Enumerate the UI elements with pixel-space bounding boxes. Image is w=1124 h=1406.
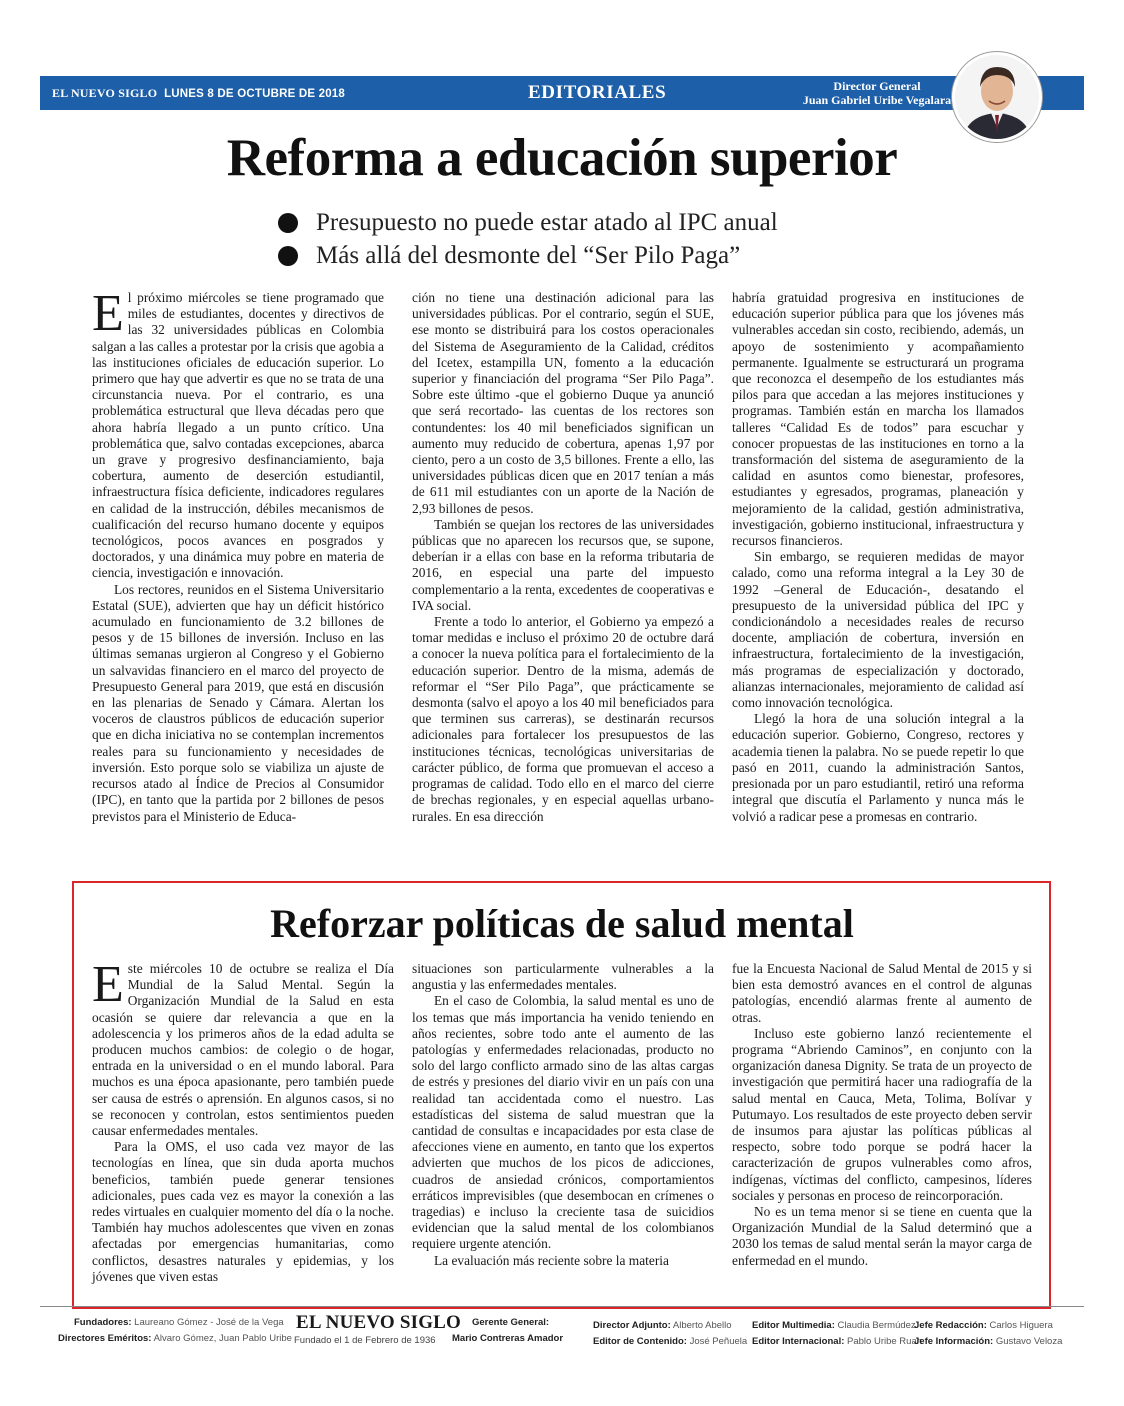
section-title: EDITORIALES [528, 82, 667, 103]
bullet-dot-icon [278, 213, 298, 233]
article1-paragraph: Los rectores, reunidos en el Sistema Universitario Estatal (SUE), advierten que hay un déficit histórico acumulado en funcionamiento de 3.2 billones de pesos y de 15 billones de inversión. Incluso en las últimas semanas urgieron al Congreso y el Gobierno un salvavidas financiero en el marco del proyecto de Presupuesto General para 2019, que está en discusión en las plenarias de Senado y Cámara. Alertan los voceros de claustros públicos de educación superior que en dicha iniciativa no se contemplan incrementos reales para su funcionamiento y necesidades de inversión. Esto porque solo se viabiliza un ajuste de recursos atado al Índice de Precios al Consumidor (IPC), en tanto que la partida por 2 billones de pesos previstos para el Ministerio de Educa- [92, 581, 384, 824]
article2-column-3 [732, 961, 1032, 1269]
article1-column-2 [412, 290, 714, 825]
article1-column-3 [732, 290, 1024, 825]
footer-founders: Fundadores: Laureano Gómez - José de la Vega [74, 1317, 284, 1328]
article2-paragraph: No es un tema menor si se tiene en cuenta que la Organización Mundial de la Salud determinó que a 2030 los temas de salud mental serán la mayor carga de enfermedad en el mundo. [732, 1204, 1032, 1268]
article1-subhead-1: Presupuesto no puede estar atado al IPC anual [278, 206, 778, 239]
article2-paragraph: situaciones son particularmente vulnerables a la angustia y las enfermedades mentales. [412, 961, 714, 993]
header-band [40, 76, 1110, 110]
header-dateline [52, 86, 345, 101]
article2-paragraph: fue la Encuesta Nacional de Salud Mental de 2015 y si bien esta demostró avances en el control de algunas patologías, encendió alarmas frente al aumento de otras. [732, 961, 1032, 1025]
article2-paragraph: Para la OMS, el uso cada vez mayor de las tecnologías en línea, que sin duda aporta muchos beneficios, también puede generar tensiones adicionales, pues cada vez es mayor la conexión a las redes virtuales en cualquier momento del día o la noche. También hay muchos adolescentes que viven en zonas afectadas por emergencias humanitarias, como conflictos, desastres naturales y epidemias, y los jóvenes que viven estas [92, 1139, 394, 1284]
footer-emeritus: Directores Eméritos: Alvaro Gómez, Juan Pablo Uribe [58, 1333, 292, 1344]
header-paper-name: EL NUEVO SIGLO [52, 86, 158, 100]
article1-paragraph: Llegó la hora de una solución integral a la educación superior. Gobierno, Congreso, rectores y academia tienen la palabra. No se puede repetir lo que pasó en 2011, cuando la administración Santos, presionada por un paro estudiantil, retiró una reforma integral que discutía el Parlamento y nunca más le volvió a radicar pese a promesas en contrario. [732, 711, 1024, 824]
footer-manager-label: Gerente General: [472, 1317, 550, 1328]
article1-column-1 [92, 285, 384, 825]
article2-column-2 [412, 961, 714, 1269]
article1-subheads [278, 206, 778, 272]
article1-paragraph: El próximo miércoles se tiene programado que miles de estudiantes, docentes y directivos de las 32 universidades públicas en Colombia salgan a las calles a protestar por la crisis que agobia a las instituciones oficiales de educación superior. Lo primero que hay que advertir es que no se trata de una circunstancia nueva. Por el contrario, es una problemática estructural que lleva décadas pero que ahora habría llegado a un punto crítico. Una problemática que, salvo contadas excepciones, abarca un grave y progresivo desfinanciamiento, baja cobertura, aumento de deserción estudiantil, infraestructura física deficiente, indicadores regulares en calidad de la instrucción, débiles mecanismos de cualificación del recurso humano docente y equipos tecnológicos, pocos avances en posgrados y doctorados, y una dinámica muy pobre en materia de ciencia, investigación e innovación. [92, 285, 384, 581]
article2-title: Reforzar políticas de salud mental [270, 901, 854, 946]
footer-founded: Fundado el 1 de Febrero de 1936 [294, 1335, 436, 1346]
footer-manager-name: Mario Contreras Amador [452, 1333, 564, 1344]
article1-paragraph: Frente a todo lo anterior, el Gobierno ya empezó a tomar medidas e incluso el próximo 20 de octubre dará a conocer la nueva política para el fortalecimiento de la educación superior. Dentro de la misma, además de reformar el “Ser Pilo Paga”, que prácticamente se desmonta (salvo el apoyo a los 40 mil beneficiados para que terminen sus carreras), se destinarán recursos adicionales para fortalecer los presupuestos de las instituciones técnicas, tecnológicas universitarias de carácter público, de forma que promuevan el acceso a programas de calidad. Todo ello en el marco del cierre de brechas regionales, y en especial aquellas urbano-rurales. En esa dirección [412, 614, 714, 824]
article2-paragraph: En el caso de Colombia, la salud mental es uno de los temas que más importancia ha venido teniendo en años recientes, sobre todo ante el aumento de las patologías y enfermedades relacionadas, producto no solo del largo conflicto armado sino de las altas cargas de estrés y presiones del diario vivir en un país con una realidad tan accidentada como el nuestro. Las estadísticas del sistema de salud muestran que la cantidad de consultas e incapacidades por esta clase de afecciones viene en aumento, en tanto que los expertos advierten que muchos de los picos de adicciones, cuadros de ansiedad crónicos, comportamientos erráticos imprevisibles (que desembocan en crímenes o tragedias) e incluso la creciente tasa de suicidios evidencian que la salud mental de los colombianos requiere urgente atención. [412, 993, 714, 1252]
article1-paragraph: ción no tiene una destinación adicional para las universidades públicas. Por el contrario, según el SUE, ese monto se distribuirá para los costos operacionales del Sistema de Aseguramiento de la Calidad, créditos del Icetex, estampilla UN, fomento a la educación superior y financiación del programa “Ser Pilo Paga”. Sobre este último -que el gobierno Duque ya anunció que será recortado- las cuentas de los rectores son contundentes: los 40 mil beneficiados significan un aumento muy reducido de cobertura, apenas 1,97 por ciento, pero a un costo de 3,5 billones. Frente a ello, las universidades públicas dicen que en 2017 tenían a más de 611 mil estudiantes con un aporte de la Nación de 2,93 billones de pesos. [412, 290, 714, 516]
footer-newsroom: Jefe Redacción: Carlos Higuera [914, 1320, 1053, 1331]
article2-paragraph: Este miércoles 10 de octubre se realiza el Día Mundial de la Salud Mental. Según la Organización Mundial de la Salud en esta ocasión se quiere dar relevancia a que en la adolescencia y los primeros años de la edad adulta se producen muchos cambios: de colegio o de hogar, entrada en la universidad o en el mundo laboral. Para muchos es una época apasionante, pero también puede ser causa de estrés o aprensión. En algunos casos, si no se reconocen y controlan, estos sentimientos pueden causar enfermedades mentales. [92, 956, 394, 1139]
article1-paragraph: Sin embargo, se requieren medidas de mayor calado, como una reforma integral a la Ley 30 de 1992 –General de Educación-, desatando el presupuesto de la universidad pública del IPC y condicionándolo a necesidades reales de recurso docente, ampliación de cobertura, inversión en infraestructura, fortalecimiento de la investigación, más programas de especialización y doctorado, alianzas internacionales, mejoramiento de calidad así como innovación tecnológica. [732, 549, 1024, 711]
footer-adjunct: Director Adjunto: Alberto Abello [593, 1320, 732, 1331]
article2-dropcap: E [92, 956, 124, 1013]
director-title: Director General [833, 79, 921, 93]
footer-information: Jefe Información: Gustavo Veloza [914, 1336, 1063, 1347]
footer-divider [40, 1306, 1084, 1307]
article1-subhead-2: Más allá del desmonte del “Ser Pilo Paga” [278, 239, 778, 272]
footer-international: Editor Internacional: Pablo Uribe Ruan [752, 1336, 923, 1347]
bullet-dot-icon [278, 246, 298, 266]
article2-paragraph: La evaluación más reciente sobre la materia [434, 1252, 669, 1268]
director-name: Juan Gabriel Uribe Vegalara [802, 93, 952, 107]
header-date: LUNES 8 DE OCTUBRE DE 2018 [164, 88, 346, 100]
article1-paragraph: También se quejan los rectores de las universidades públicas que no aparecen los recursos que, se supone, deberían ir a ellas con base en la reforma tributaria de 2016, en especial una parte del impuesto complementario a la renta, excedentes de cooperativas e IVA social. [412, 516, 714, 613]
director-portrait-image [955, 55, 1039, 139]
article2-column-1 [92, 956, 394, 1285]
article1-title: Reforma a educación superior [226, 129, 898, 187]
article1-paragraph: habría gratuidad progresiva en instituciones de educación superior pública para que los jóvenes más vulnerables accedan sin costo, recibiendo, además, un apoyo de sostenimiento y acompañamiento permanente. Igualmente se estructurará un programa que reconozca el desempeño de los estudiantes más pilos para que accedan a las mejores instituciones y programas. También están en marcha los llamados talleres “Calidad Es de todos” para escuchar y conocer propuestas de las instituciones en torno a la transformación del sistema de aseguramiento de la calidad en asuntos como bienestar, profesores, estudiantes y egresados, programas, planeación y mejoramiento de la calidad, gestión administrativa, investigación, gobierno institucional, infraestructura y recursos financieros. [732, 290, 1024, 549]
footer-multimedia: Editor Multimedia: Claudia Bermúdez [752, 1320, 916, 1331]
article2-paragraph: Incluso este gobierno lanzó recientemente el programa “Abriendo Caminos”, en conjunto con la organización danesa Dignity. Se trata de un proyecto de investigación que permitirá hacer una radiografía de la salud mental en Cauca, Meta, Tolima, Bolívar y Putumayo. Los resultados de este proyecto deben servir de insumos para ajustar las políticas públicas al respecto, sobre todo porque se podrá hacer la caracterización de grupos vulnerables como afros, indígenas, víctimas del conflicto, campesinos, líderes sociales y personas en proceso de reincorporación. [732, 1025, 1032, 1203]
article1-dropcap: E [92, 285, 124, 342]
page-number: 3A [1086, 82, 1110, 102]
footer-content-editor: Editor de Contenido: José Peñuela [593, 1336, 748, 1347]
footer-logo: EL NUEVO SIGLO [296, 1312, 462, 1333]
